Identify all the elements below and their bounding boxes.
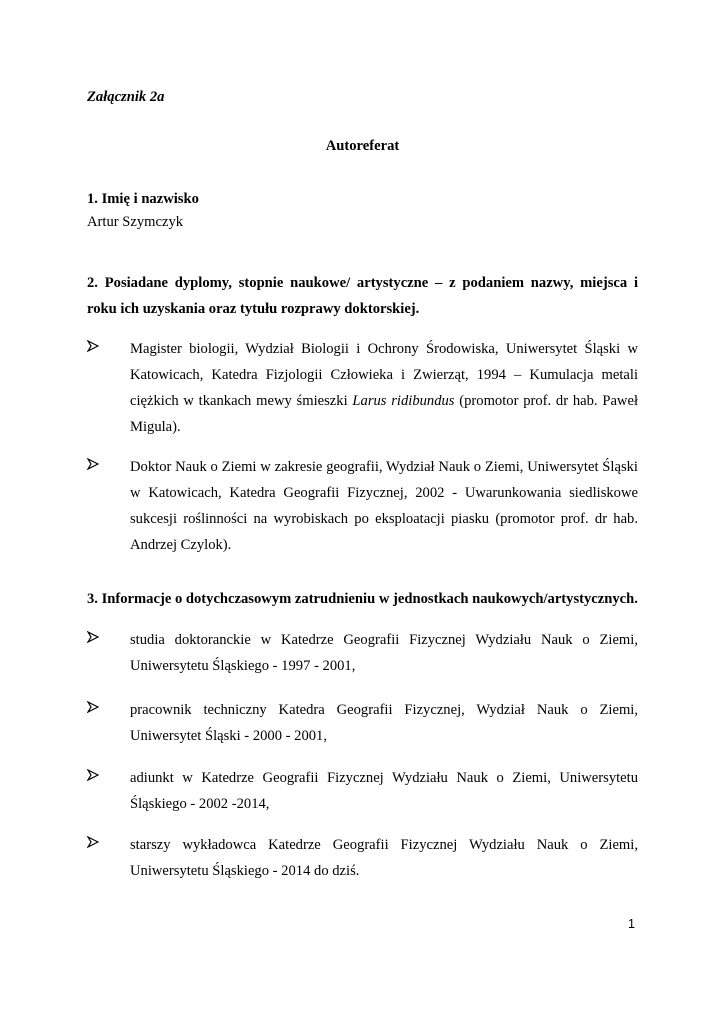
annex-label: Załącznik 2a [87, 89, 165, 105]
section2-heading [87, 270, 638, 322]
arrow-bullet-icon [87, 836, 99, 848]
species-name: Larus ridibundus [352, 393, 455, 409]
section2-heading-line2: roku ich uzyskania oraz tytułu rozprawy doktorskiej. [87, 301, 420, 317]
employment-line: Śląskiego - 2002 -2014, [130, 796, 270, 812]
employment-line: pracownik techniczny Katedra Geografii Fizycznej, Wydział Nauk o Ziemi, [130, 702, 638, 718]
diploma-line: Migula). [130, 419, 181, 435]
diploma-line: ciężkich w tkankach mewy śmieszki Larus ridibundus (promotor prof. dr hab. Paweł [130, 393, 639, 409]
employment-line: Uniwersytetu Śląskiego - 2014 do dziś. [130, 863, 360, 879]
diploma-line: Magister biologii, Wydział Biologii i Ochrony Środowiska, Uniwersytet Śląski w [130, 341, 638, 357]
diploma-line: Doktor Nauk o Ziemi w zakresie geografii, Wydział Nauk o Ziemi, Uniwersytet Śląski [130, 459, 638, 475]
section1-heading: 1. Imię i nazwisko [87, 191, 199, 207]
arrow-bullet-icon [87, 340, 99, 352]
diploma-line: w Katowicach, Katedra Geografii Fizycznej, 2002 - Uwarunkowania siedliskowe [130, 485, 638, 501]
employment-line: starszy wykładowca Katedrze Geografii Fizycznej Wydziału Nauk o Ziemi, [130, 837, 638, 853]
employment-line: Uniwersytetu Śląskiego - 1997 - 2001, [130, 658, 356, 674]
arrow-bullet-icon [87, 458, 99, 470]
arrow-bullet-icon [87, 631, 99, 643]
section3-heading: 3. Informacje o dotychczasowym zatrudnieniu w jednostkach naukowych/artystycznych. [87, 591, 638, 607]
arrow-bullet-icon [87, 701, 99, 713]
arrow-bullet-icon [87, 769, 99, 781]
diploma-line: Katowicach, Katedra Fizjologii Człowieka i Zwierząt, 1994 – Kumulacja metali [130, 367, 638, 383]
author-name: Artur Szymczyk [87, 214, 184, 230]
diploma-line: sukcesji roślinności na wyrobiskach po eksploatacji piasku (promotor prof. dr hab. [130, 511, 638, 527]
document-title: Autoreferat [325, 138, 400, 154]
employment-line: adiunkt w Katedrze Geografii Fizycznej Wydziału Nauk o Ziemi, Uniwersytetu [130, 770, 638, 786]
section2-heading-line1: 2. Posiadane dyplomy, stopnie naukowe/ artystyczne – z podaniem nazwy, miejsca i [87, 275, 638, 291]
diploma-line: Andrzej Czylok). [130, 537, 232, 553]
employment-line: Uniwersytet Śląski - 2000 - 2001, [130, 728, 327, 744]
employment-line: studia doktoranckie w Katedrze Geografii Fizycznej Wydziału Nauk o Ziemi, [130, 632, 638, 648]
page-number: 1 [628, 917, 635, 931]
